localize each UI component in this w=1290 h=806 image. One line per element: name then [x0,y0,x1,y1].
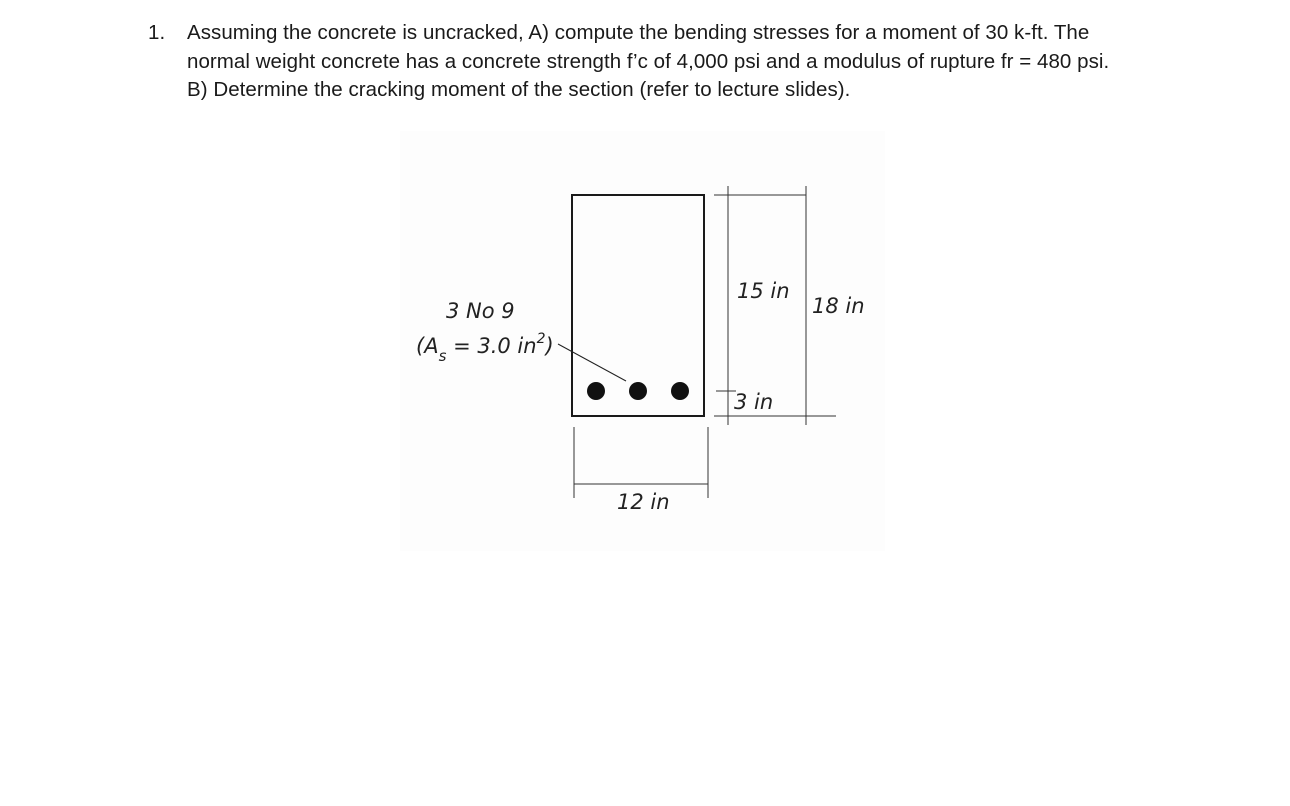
steel-area-superscript: 2 [536,331,546,347]
rebar-middle [629,382,647,400]
rebar-label: 3 No 9 [446,299,515,323]
effective-depth-label: 15 in [737,279,790,303]
beam-section-drawing [400,131,885,551]
steel-area-subscript: s [438,347,447,365]
beam-section-figure [400,131,885,551]
problem-text [187,19,1168,105]
problem-line-3: B) Determine the cracking moment of the section (refer to lecture slides). [187,78,851,101]
cover-label: 3 in [734,390,774,414]
steel-area-close: ) [545,334,554,358]
width-label: 12 in [617,490,670,514]
problem-line-2: normal weight concrete has a concrete strength f’c of 4,000 psi and a modulus of rupture fr = 480 psi. [187,49,1110,73]
rebar-right [671,382,689,400]
steel-area-label [416,331,554,365]
rebar-left [587,382,605,400]
steel-area-open: (A [416,334,439,358]
problem-line-1: Assuming the concrete is uncracked, A) compute the bending stresses for a moment of 30 k-ft. The [187,21,1090,44]
problem-statement [148,19,1168,105]
problem-number: 1. [148,21,166,44]
steel-area-mid: = 3.0 in [446,334,537,358]
total-depth-label: 18 in [812,294,865,318]
rebar-leader-line [558,344,626,381]
